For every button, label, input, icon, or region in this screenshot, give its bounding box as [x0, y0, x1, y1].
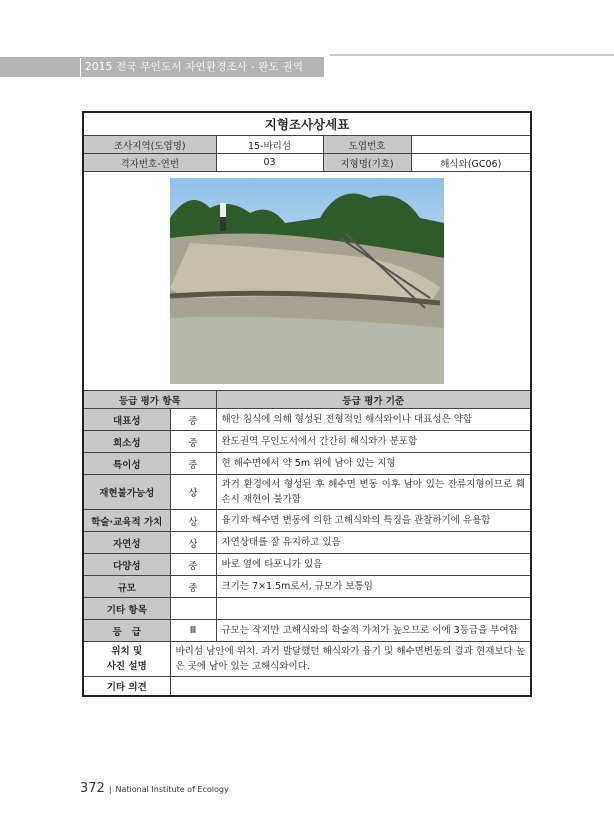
header-rule: [330, 54, 614, 56]
grade-row: [83, 598, 531, 620]
grade-criteria: 융기와 해수면 변동에 의한 고해식와의 특징을 관찰하기에 유용함: [216, 510, 531, 532]
info-row: [83, 136, 531, 154]
grade-criteria: 해안 침식에 의해 형성된 전형적인 해식와이나 대표성은 약함: [216, 409, 531, 431]
other-text: [170, 677, 531, 697]
grade-criteria: [216, 598, 531, 620]
other-row: [83, 677, 531, 697]
running-header: 2015 전국 무인도서 자연환경조사 - 완도 권역: [80, 58, 303, 77]
info-label: 도엽번호: [323, 136, 411, 154]
info-row: [83, 154, 531, 172]
grade-row: [83, 475, 531, 510]
grade-value: 중: [170, 554, 216, 576]
grade-criteria: 크기는 7×1.5m로서, 규모가 보통임: [216, 576, 531, 598]
location-text: 바리섬 남안에 위치. 과거 발달했던 해식와가 융기 및 해수면변동의 결과 현재보다 높은 곳에 남아 있는 고해식와이다.: [170, 642, 531, 677]
footer-sep: |: [108, 785, 112, 794]
info-value: 15-바리섬: [216, 136, 323, 154]
grade-row: [83, 620, 531, 642]
grade-row: [83, 532, 531, 554]
grade-row: [83, 453, 531, 475]
info-label: 조사지역(도엽명): [83, 136, 216, 154]
grade-criteria: 완도권역 무인도서에서 간간히 해식와가 분포함: [216, 431, 531, 453]
survey-table: [82, 111, 532, 697]
site-photo: [170, 178, 444, 384]
info-label: 지형명(기호): [323, 154, 411, 172]
grade-item: 규모: [83, 576, 170, 598]
grade-criteria: 현 해수면에서 약 5m 위에 남아 있는 지형: [216, 453, 531, 475]
page-number: 372: [80, 781, 105, 796]
grade-criteria: 과거 환경에서 형성된 후 해수면 변동 이후 남아 있는 잔류지형이므로 훼손시 재현이 불가함: [216, 475, 531, 510]
grade-value: 중: [170, 431, 216, 453]
grade-value: 중: [170, 576, 216, 598]
grade-item: 대표성: [83, 409, 170, 431]
footer-org: National Institute of Ecology: [115, 785, 229, 794]
info-label: 격자번호-연번: [83, 154, 216, 172]
grade-value: 상: [170, 475, 216, 510]
grade-item: 재현불가능성: [83, 475, 170, 510]
grade-item: 다양성: [83, 554, 170, 576]
grade-item: 특이성: [83, 453, 170, 475]
grade-criteria: 바로 옆에 타포니가 있음: [216, 554, 531, 576]
other-label: 기타 의견: [83, 677, 170, 697]
grade-item: 등 급: [83, 620, 170, 642]
grade-row: [83, 409, 531, 431]
grade-value: 상: [170, 510, 216, 532]
location-row: [83, 642, 531, 677]
grade-row: [83, 576, 531, 598]
grade-value: [170, 598, 216, 620]
grade-item: 자연성: [83, 532, 170, 554]
grade-value: 중: [170, 453, 216, 475]
page-footer: [80, 781, 229, 796]
grade-item: 기타 항목: [83, 598, 170, 620]
grade-criteria: 자연상태를 잘 유지하고 있음: [216, 532, 531, 554]
grade-criteria: 규모는 작지만 고해식와의 학술적 가치가 높으므로 이에 3등급을 부여함: [216, 620, 531, 642]
info-value: [411, 136, 531, 154]
info-value: 해식와(GC06): [411, 154, 531, 172]
location-label: 위치 및 사진 설명: [83, 642, 170, 677]
grade-item: 희소성: [83, 431, 170, 453]
table-title: 지형조사상세표: [83, 112, 531, 136]
grade-row: [83, 554, 531, 576]
grade-item-header: 등급 평가 항목: [83, 391, 216, 409]
info-value: 03: [216, 154, 323, 172]
grade-item: 학술·교육적 가치: [83, 510, 170, 532]
grade-value: Ⅲ: [170, 620, 216, 642]
grade-row: [83, 431, 531, 453]
grade-value: 중: [170, 409, 216, 431]
grade-criteria-header: 등급 평가 기준: [216, 391, 531, 409]
grade-value: 상: [170, 532, 216, 554]
grade-row: [83, 510, 531, 532]
